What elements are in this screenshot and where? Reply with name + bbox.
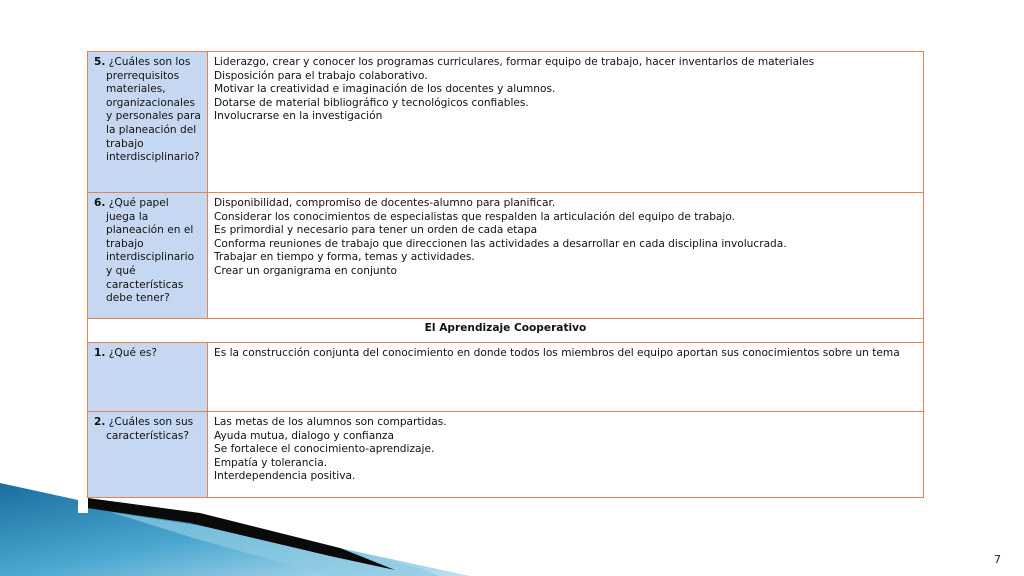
table-row — [88, 52, 924, 193]
section-header-row — [88, 319, 924, 343]
question-text: ¿Cuáles son sus características? — [106, 416, 194, 442]
answer-line: Conforma reuniones de trabajo que direccionen las actividades a desarrollar en cada disciplina involucrada. — [214, 237, 787, 250]
answer-line: Liderazgo, crear y conocer los programas curriculares, formar equipo de trabajo, hacer inventarios de materiales — [214, 56, 815, 68]
answer-line: Ayuda mutua, dialogo y confianza — [214, 429, 394, 442]
answer-line: Interdependencia positiva. — [214, 470, 356, 483]
answer-line: Empatía y tolerancia. — [214, 456, 328, 469]
question-text: ¿Qué papel juega la planeación en el trabajo interdisciplinario y qué características debe tener? — [106, 197, 195, 305]
table-row — [88, 343, 924, 412]
question-cell — [88, 52, 208, 193]
page-number: 7 — [994, 553, 1001, 566]
answer-line: Crear un organigrama en conjunto — [214, 264, 397, 277]
answer-cell — [208, 412, 924, 498]
question-text: ¿Qué es? — [108, 347, 158, 359]
answer-line: Involucrarse en la investigación — [214, 110, 383, 123]
answer-text: Es la construcción conjunta del conocimiento en donde todos los miembros del equipo aportan sus conocimientos sobre un tema — [214, 347, 900, 359]
question-number: 6. — [94, 197, 106, 209]
answer-cell — [208, 343, 924, 412]
section-header: El Aprendizaje Cooperativo — [88, 319, 924, 343]
answer-cell — [208, 52, 924, 193]
answer-line: Se fortalece el conocimiento-aprendizaje. — [214, 443, 435, 456]
question-number: 2. — [94, 416, 106, 428]
answer-line: Dotarse de material bibliográfico y tecnológicos confiables. — [214, 96, 529, 109]
answer-line: Es primordial y necesario para tener un orden de cada etapa — [214, 224, 538, 237]
question-cell — [88, 193, 208, 319]
question-cell — [88, 343, 208, 412]
answer-line: Disponibilidad, compromiso de docentes-alumno para planificar. — [214, 197, 556, 209]
question-number: 1. — [94, 347, 106, 359]
question-cell — [88, 412, 208, 498]
qa-table — [87, 51, 924, 498]
answer-cell — [208, 193, 924, 319]
answer-line: Considerar los conocimientos de especialistas que respalden la articulación del equipo de trabajo. — [214, 210, 736, 223]
answer-line: Trabajar en tiempo y forma, temas y actividades. — [214, 251, 475, 264]
table-row — [88, 193, 924, 319]
table-row — [88, 412, 924, 498]
question-number: 5. — [94, 56, 106, 68]
answer-line: Las metas de los alumnos son compartidas. — [214, 416, 447, 428]
answer-line: Motivar la creatividad e imaginación de los docentes y alumnos. — [214, 83, 556, 96]
question-text: ¿Cuáles son los prerrequisitos materiales, organizacionales y personales para la planeación del trabajo interdisciplinario? — [106, 56, 201, 164]
answer-line: Disposición para el trabajo colaborativo. — [214, 69, 428, 82]
